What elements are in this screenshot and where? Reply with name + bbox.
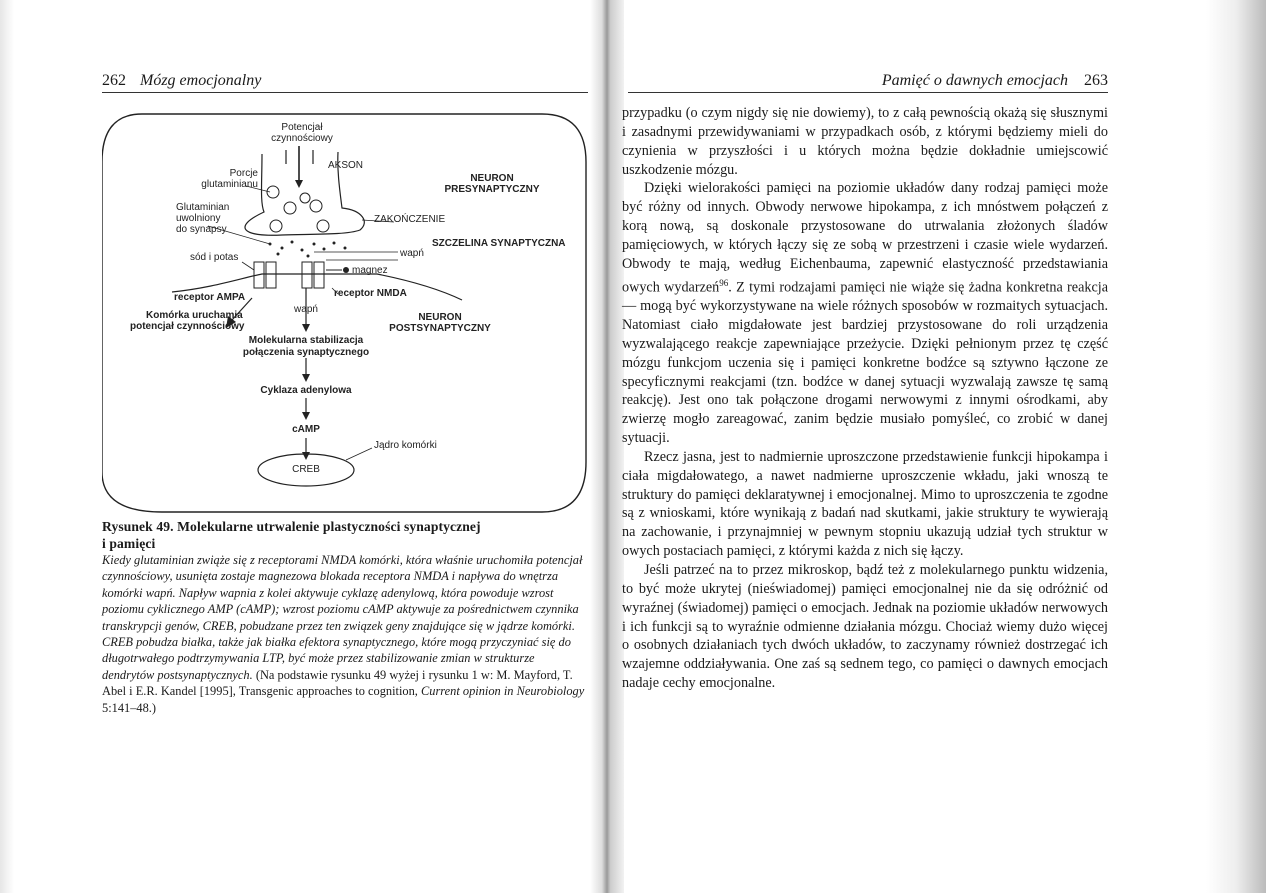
label-glutaminianu: glutaminianu bbox=[201, 179, 258, 190]
right-page-header bbox=[630, 72, 1108, 90]
label-potencjal: Potencjał bbox=[281, 122, 323, 133]
synapse-diagram bbox=[102, 102, 588, 514]
label-mol-2: połączenia synaptycznego bbox=[242, 347, 370, 358]
vesicle bbox=[317, 220, 329, 232]
label-szczelina: SZCZELINA SYNAPTYCZNA bbox=[432, 238, 566, 249]
label-presynaptyczny: PRESYNAPTYCZNY bbox=[444, 184, 540, 195]
right-page-number: 263 bbox=[1084, 72, 1108, 89]
paragraph-2-b: . Z tymi rodzajami pamięci nie wiąże się żadna konkretna reakcja — mogą być wykorzystywane na wiele różnych sposobów w rozmaitych sytuacjach. Natomiast ciało migdałowate jest bardziej przystosowane do roli urządzenia wyzwalającego reakcje zapewniające przeżycie. Dzięki pełnionym przez tę część mózgu funkcjom uczenia się i pamięci konkretne bodźce są sztywno łączone ze specyficznymi reakcjami (tzn. bodźce w danej sytuacji wyzwalają zawsze tę samą reakcję). Jest ono tak połączone drogami nerwowymi z innymi ośrodkami, aby zwierzę mogło zareagować, zanim będzie musiało pomyśleć, co zrobić w danej sytuacji. bbox=[622, 279, 1109, 447]
left-running-title: Mózg emocjonalny bbox=[140, 72, 262, 89]
label-wapn-2: wapń bbox=[294, 304, 318, 315]
caption-source: (Na podstawie rysunku 49 wyżej i rysunku 1 w: M. Mayford, T. Abel i E.R. Kandel [1995], Transgenic approaches to cognition, bbox=[102, 667, 573, 699]
vesicle bbox=[270, 220, 282, 232]
caption-body bbox=[102, 552, 588, 716]
figure-caption bbox=[102, 518, 588, 716]
label-do-synapsy: do synapsy bbox=[176, 224, 227, 235]
label-zakonczenie: ZAKOŃCZENIE bbox=[374, 214, 446, 225]
label-glutaminian: Glutaminian bbox=[176, 202, 230, 213]
caption-italic: Kiedy glutaminian zwiąże się z receptorami NMDA komórki, która właśnie uruchomiła potencjał czynnościowy, usunięta zostaje magnezowa blokada receptora NMDA i napływa do wnętrza komórki wapń. Napływ wapnia z kolei aktywuje cyklazę adenylową, która powoduje wzrost poziomu cyklicznego AMP (cAMP); wzrost poziomu cAMP aktywuje za pośrednictwem czynnika transkrypcji genów, CREB, pobudzane przez ten związek geny znajdujące się w jądrze komórki. CREB pobudza białka, także jak białka efektora synaptycznego, które mogą przyczyniać się do długotrwałego podtrzymywania LTP, być może przez stabilizowanie zmian w strukturze dendrytów postsynaptycznych. bbox=[102, 553, 583, 682]
label-porcje: Porcje bbox=[229, 168, 258, 179]
caption-heading-2: i pamięci bbox=[102, 536, 156, 551]
paragraph-4: Jeśli patrzeć na to przez mikroskop, bądź też z molekularnego punktu widzenia, to być może ukrytej (nieświadomej) pamięci emocjonalnej nie da się odróżnić od wyraźnej (świadomej) pamięci o emocjach. Jednak na poziomie układów nerwowych i ich funkcji są to wyraźnie odmienne działania mózgu. Chociaż wiemy dużo więcej o osobnych działaniach tych dwóch układów, to zaczynamy również dostrzegać ich wzajemne oddziaływania. One zaś są sednem tego, co pamięci o dawnych emocjach nadaje cechy emocjonalne. bbox=[622, 561, 1108, 692]
vesicle bbox=[284, 202, 296, 214]
label-receptor-nmda: receptor NMDA bbox=[334, 288, 407, 299]
caption-source-end: 5:141–48.) bbox=[102, 700, 157, 715]
label-magnez: magnez bbox=[352, 265, 388, 276]
label-neuron-post: NEURON bbox=[418, 312, 462, 323]
label-czynnosciowy: czynnościowy bbox=[271, 133, 333, 144]
book-spine bbox=[590, 0, 624, 893]
vesicle bbox=[310, 200, 322, 212]
vesicle bbox=[300, 193, 310, 203]
label-akson: AKSON bbox=[328, 160, 364, 171]
label-neuron-pre: NEURON bbox=[470, 173, 514, 184]
right-header-rule bbox=[628, 92, 1108, 93]
label-komorka-2: potencjał czynnościowy bbox=[130, 321, 245, 332]
left-page-number: 262 bbox=[102, 72, 126, 89]
label-komorka-1: Komórka uruchamia bbox=[146, 310, 243, 321]
label-creb: CREB bbox=[292, 464, 320, 475]
label-wapn-1: wapń bbox=[400, 248, 424, 259]
left-page-header bbox=[102, 72, 590, 90]
label-jadro: Jądro komórki bbox=[374, 440, 437, 451]
label-cyklaza: Cyklaza adenylowa bbox=[260, 385, 352, 396]
page-edge-left bbox=[0, 0, 14, 893]
glutamate-particles bbox=[269, 241, 347, 258]
nmda-receptor bbox=[302, 262, 312, 288]
paragraph-1: przypadku (o czym nigdy się nie dowiemy), to z całą pewnością okażą się słusznymi i zasadnymi przewidywaniami w przypadkach osób, z którymi będziemy mieli do czynienia w przyszłości i u których można będzie dokładnie umiejscowić uszkodzenie mózgu. bbox=[622, 105, 1108, 178]
footnote-ref: 96 bbox=[719, 277, 729, 288]
page-edge-right bbox=[1206, 0, 1266, 893]
paragraph-2 bbox=[622, 179, 1108, 448]
caption-journal: Current opinion in Neurobiology bbox=[421, 684, 585, 699]
label-receptor-ampa: receptor AMPA bbox=[174, 292, 246, 303]
label-sod-potas: sód i potas bbox=[190, 252, 239, 263]
paragraph-3: Rzecz jasna, jest to nadmiernie uproszczone przedstawienie funkcji hipokampa i ciała migdałowatego, a nawet nadmierne uproszczenie wkładu, jaki wnoszą te struktury do pamięci deklaratywnej i emocjonalnej. Mimo to uproszczenia te zgodne są z wnioskami, które wynikają z badań nad skutkami, jakie struktury te wywierają na zachowanie, i przynajmniej w pewnym stopniu ukazują udział tych struktur w owych postaciach pamięci, z którymi każda z nich się łączy. bbox=[622, 448, 1108, 560]
magnesium-ion bbox=[343, 267, 349, 273]
left-header-rule bbox=[102, 92, 588, 93]
label-postsynaptyczny: POSTSYNAPTYCZNY bbox=[389, 323, 491, 334]
label-mol-1: Molekularna stabilizacja bbox=[248, 335, 364, 346]
right-running-title: Pamięć o dawnych emocjach bbox=[881, 72, 1068, 89]
caption-heading-1: Rysunek 49. Molekularne utrwalenie plastyczności synaptycznej bbox=[102, 519, 481, 534]
right-page-body bbox=[622, 104, 1108, 693]
label-uwolniony: uwolniony bbox=[176, 213, 221, 224]
paragraph-2-a: Dzięki wielorakości pamięci na poziomie układów dany rodzaj pamięci może być różny od innych. Obwody nerwowe hipokampa, z ich mnóstwem połączeń z korą nową, są doskonale przystosowane do utrwalania złożonych śladów pamięciowych, w których łączy się ze sobą w przestrzeni i czasie wiele wydarzeń. Obwody te mają, według Eichenbauma, zapewnić elastyczność przedstawiania owych wydarzeń bbox=[622, 180, 1108, 296]
label-camp: cAMP bbox=[292, 424, 320, 435]
